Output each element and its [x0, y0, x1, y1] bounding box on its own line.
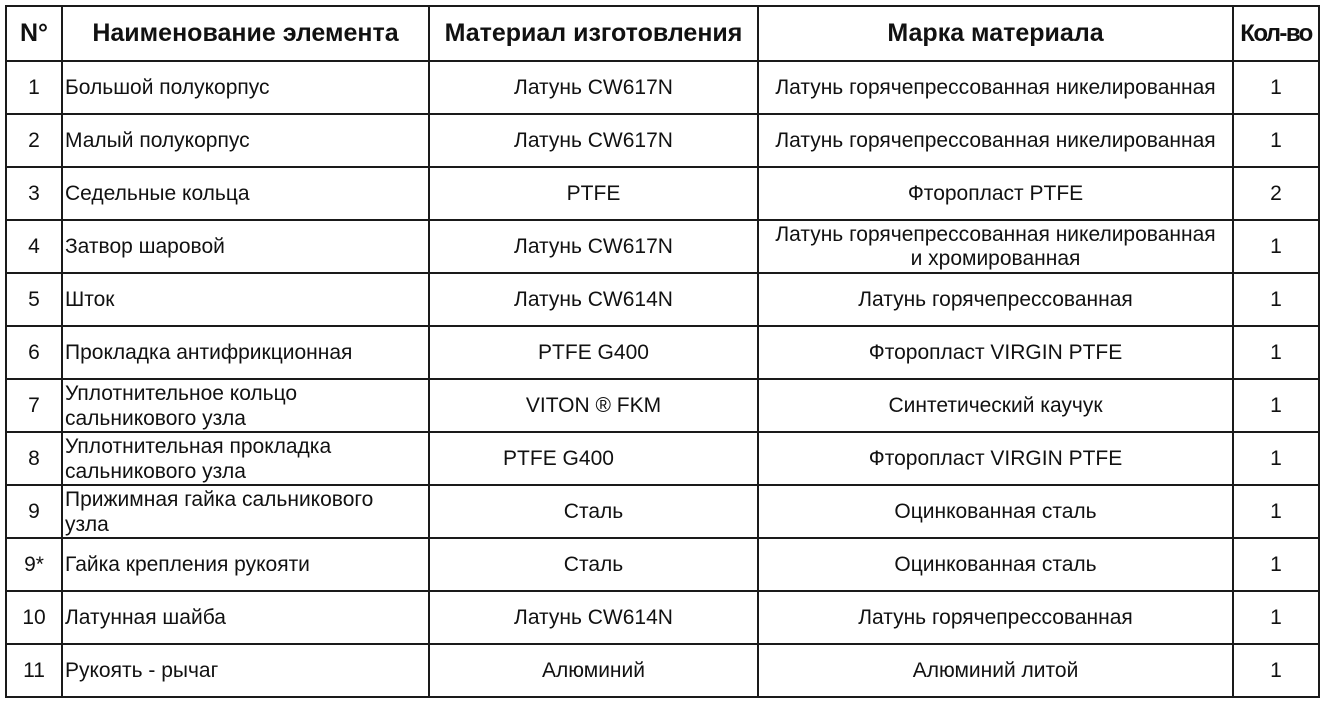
cell-qty: 1 [1233, 432, 1319, 485]
table-row [6, 644, 1319, 697]
table-row [6, 326, 1319, 379]
table-row [6, 273, 1319, 326]
cell-material: Сталь [429, 485, 758, 538]
table-header [6, 6, 1319, 61]
table-row [6, 538, 1319, 591]
cell-grade: Алюминий литой [758, 644, 1233, 697]
cell-grade: Синтетический каучук [758, 379, 1233, 432]
cell-grade: Латунь горячепрессованная никелированная [758, 61, 1233, 114]
cell-name: Латунная шайба [62, 591, 429, 644]
cell-qty: 1 [1233, 485, 1319, 538]
cell-num: 8 [6, 432, 62, 485]
cell-qty: 1 [1233, 379, 1319, 432]
cell-name: Малый полукорпус [62, 114, 429, 167]
cell-grade [758, 220, 1233, 273]
cell-material: Сталь [429, 538, 758, 591]
cell-grade: Фторопласт PTFE [758, 167, 1233, 220]
cell-material: Алюминий [429, 644, 758, 697]
cell-qty: 1 [1233, 114, 1319, 167]
cell-name [62, 485, 429, 538]
cell-qty: 1 [1233, 326, 1319, 379]
cell-material: PTFE [429, 167, 758, 220]
cell-material: VITON ® FKM [429, 379, 758, 432]
cell-num: 1 [6, 61, 62, 114]
cell-name: Прокладка антифрикционная [62, 326, 429, 379]
cell-material-text: PTFE G400 [503, 447, 614, 470]
cell-name: Гайка крепления рукояти [62, 538, 429, 591]
cell-name-line: сальникового узла [65, 406, 246, 430]
cell-grade: Латунь горячепрессованная [758, 273, 1233, 326]
table-row [6, 432, 1319, 485]
cell-num: 4 [6, 220, 62, 273]
cell-qty: 1 [1233, 61, 1319, 114]
cell-grade: Латунь горячепрессованная никелированная [758, 114, 1233, 167]
table-row [6, 167, 1319, 220]
table-body [6, 61, 1319, 697]
header-row [6, 6, 1319, 61]
cell-num: 7 [6, 379, 62, 432]
header-material: Материал изготовления [429, 6, 758, 61]
cell-grade-line: Латунь горячепрессованная никелированная [775, 222, 1216, 246]
cell-name: Шток [62, 273, 429, 326]
cell-name [62, 379, 429, 432]
cell-qty: 1 [1233, 273, 1319, 326]
cell-num: 2 [6, 114, 62, 167]
cell-name: Затвор шаровой [62, 220, 429, 273]
cell-grade: Оцинкованная сталь [758, 538, 1233, 591]
header-name: Наименование элемента [62, 6, 429, 61]
cell-material: Латунь CW617N [429, 220, 758, 273]
table-row [6, 379, 1319, 432]
header-grade: Марка материала [758, 6, 1233, 61]
cell-name [62, 432, 429, 485]
cell-grade: Фторопласт VIRGIN PTFE [758, 432, 1233, 485]
cell-name-line: Уплотнительное кольцо [65, 381, 298, 405]
header-num: N° [6, 6, 62, 61]
cell-grade: Фторопласт VIRGIN PTFE [758, 326, 1233, 379]
cell-name: Седельные кольца [62, 167, 429, 220]
cell-name-line: Прижимная гайка сальникового [65, 487, 374, 511]
cell-material: Латунь CW614N [429, 591, 758, 644]
cell-material [429, 432, 758, 485]
cell-grade: Латунь горячепрессованная [758, 591, 1233, 644]
cell-qty: 1 [1233, 220, 1319, 273]
cell-num: 6 [6, 326, 62, 379]
parts-table-wrapper [5, 5, 1320, 698]
header-qty: Кол-во [1233, 6, 1319, 61]
table-row [6, 114, 1319, 167]
cell-name: Большой полукорпус [62, 61, 429, 114]
cell-name-line: сальникового узла [65, 459, 246, 483]
cell-material: Латунь CW614N [429, 273, 758, 326]
cell-num: 11 [6, 644, 62, 697]
cell-name: Рукоять - рычаг [62, 644, 429, 697]
cell-material: Латунь CW617N [429, 114, 758, 167]
table-row [6, 220, 1319, 273]
table-row [6, 485, 1319, 538]
cell-grade-line: и хромированная [910, 246, 1081, 270]
cell-num: 3 [6, 167, 62, 220]
cell-num: 9 [6, 485, 62, 538]
cell-name-line: Уплотнительная прокладка [65, 434, 332, 458]
cell-qty: 2 [1233, 167, 1319, 220]
cell-qty: 1 [1233, 644, 1319, 697]
cell-material: PTFE G400 [429, 326, 758, 379]
cell-num: 5 [6, 273, 62, 326]
cell-material: Латунь CW617N [429, 61, 758, 114]
table-row [6, 61, 1319, 114]
cell-name-line: узла [65, 512, 109, 536]
cell-num: 10 [6, 591, 62, 644]
parts-table [5, 5, 1320, 698]
cell-num: 9* [6, 538, 62, 591]
cell-qty: 1 [1233, 591, 1319, 644]
cell-grade: Оцинкованная сталь [758, 485, 1233, 538]
cell-qty: 1 [1233, 538, 1319, 591]
table-row [6, 591, 1319, 644]
